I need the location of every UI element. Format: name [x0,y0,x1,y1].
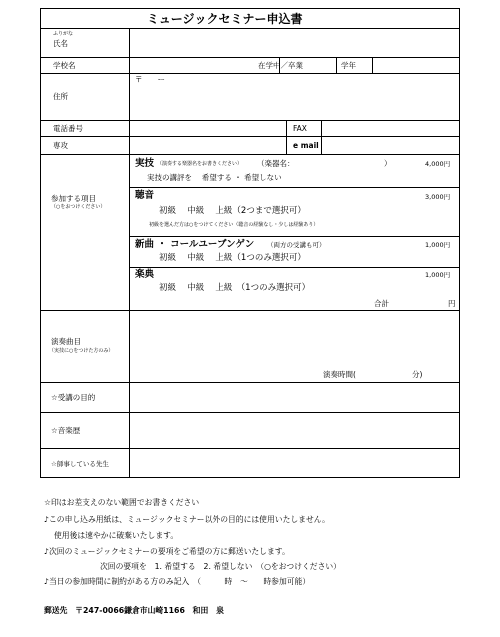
row-divider [41,73,459,74]
note-line: ♪当日の参加時間に制約がある方のみ記入 （ 時 ～ 時参加可能） [44,577,311,586]
items-sub-label: （○をおつけください） [51,204,106,210]
chouon-title: 聴音 [135,190,155,201]
history-label: ☆音楽歴 [51,426,81,435]
jitsugi-title: 実技 [135,158,155,169]
total-label: 合計 [374,299,389,308]
row-divider [41,382,459,383]
grade-label: 学年 [341,61,356,70]
note-line: ☆印はお差支えのない範囲でお書きください [44,498,200,507]
furigana-label: ふりがな [53,31,74,37]
row-divider [129,267,459,268]
form-title: ミュージックセミナー申込書 [147,12,303,26]
school-label: 学校名 [53,61,76,70]
shinkyoku-note: （両方の受講も可） [267,241,326,249]
teacher-label: ☆師事している先生 [51,460,109,468]
row-divider [41,310,459,311]
row-divider [41,136,459,137]
shinkyoku-price: 1,000円 [425,241,451,249]
instrument-label: （楽器名： [257,159,295,168]
gakuten-levels: 初級 中級 上級 （1つのみ選択可） [159,283,311,293]
note-line: ♪次回のミュージックセミナーの要項をご希望の方に郵送いたします。 [44,547,290,556]
duration-label: 演奏時間( [323,370,356,379]
school-status-label: 在学中／卒業 [258,61,303,70]
name-label: 氏名 [53,39,68,48]
column-divider [129,28,130,477]
column-divider [286,120,287,154]
shinkyoku-levels: 初級 中級 上級（1つのみ選択可） [159,253,306,263]
row-divider [41,57,459,58]
instrument-close: ） [384,159,392,168]
gakuten-price: 1,000円 [425,271,451,279]
purpose-label: ☆受講の目的 [51,393,96,402]
address-label: 住所 [53,92,68,101]
row-divider [129,187,459,188]
mailing-address: 郵送先 〒247-0066鎌倉市山崎1166 和田 泉 [44,606,224,615]
column-divider [372,57,373,73]
duration-unit: 分) [412,370,423,379]
jitsugi-note: （演奏する楽器名をお書きください） [157,161,243,167]
jitsugi-price: 4,000円 [425,160,451,168]
chouon-price: 3,000円 [425,193,451,201]
total-yen: 円 [448,299,456,308]
chouon-levels: 初級 中級 上級（2つまで選択可） [159,206,306,216]
fax-label: FAX [293,124,307,133]
column-divider [321,120,322,154]
row-divider [41,120,459,121]
application-form [40,8,460,478]
chouon-note: 初級を選んだ方は○をつけてください（聴音の経験なし・少しは経験あり） [149,222,319,228]
email-label: e mail [293,141,319,150]
row-divider [129,236,459,237]
major-label: 専攻 [53,141,68,150]
jitsugi-desire: 実技の講評を 希望する ・ 希望しない [147,173,282,182]
items-label: 参加する項目 [51,194,96,203]
row-divider [41,448,459,449]
row-divider [41,154,459,155]
phone-label: 電話番号 [53,124,83,133]
note-line: ♪この申し込み用紙は、ミュージックセミナー以外の目的には使用いたしません。 [44,515,330,524]
gakuten-title: 楽典 [135,269,155,280]
row-divider [41,412,459,413]
postal-mark: 〒 ー [135,75,165,84]
piece-sub-label: （実技に○をつけた方のみ） [49,348,114,354]
note-line: 使用後は速やかに破棄いたします。 [54,531,179,540]
shinkyoku-title: 新曲 ・ コールユーブンゲン [135,239,255,250]
row-divider [41,28,459,29]
piece-label: 演奏曲目 [51,337,81,346]
column-divider [336,57,337,73]
note-line: 次回の要項を 1. 希望する 2. 希望しない （○をおつけください） [100,562,341,571]
